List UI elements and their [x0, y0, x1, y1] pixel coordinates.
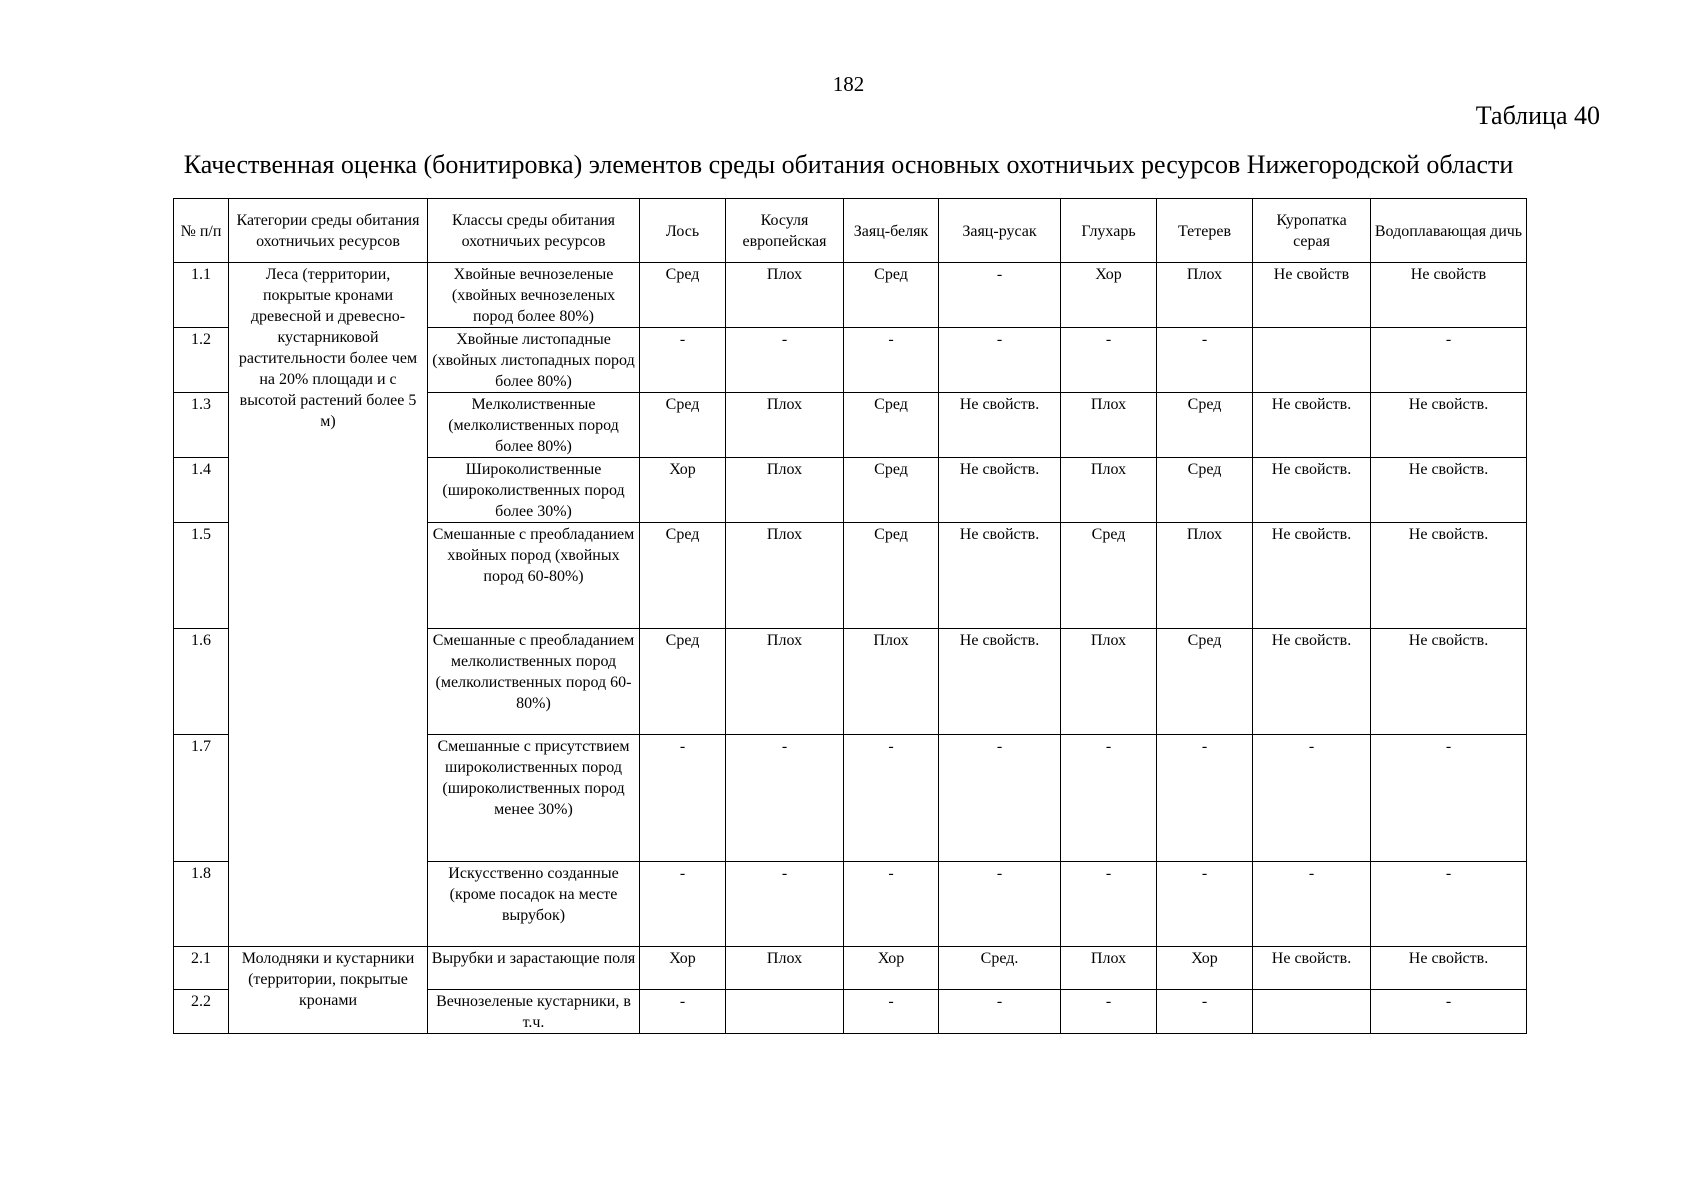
value-cell: Сред — [844, 393, 939, 458]
value-cell: - — [939, 263, 1061, 328]
value-cell: - — [1157, 990, 1253, 1034]
row-number: 1.7 — [174, 735, 229, 862]
header-cell: Тетерев — [1157, 199, 1253, 263]
value-cell: Не свойств. — [1371, 523, 1527, 629]
value-cell: Хор — [640, 947, 726, 990]
value-cell: - — [1253, 735, 1371, 862]
class-cell: Искусственно созданные (кроме посадок на месте вырубок) — [428, 862, 640, 947]
value-cell: - — [1157, 735, 1253, 862]
value-cell: - — [939, 328, 1061, 393]
row-number: 2.2 — [174, 990, 229, 1034]
value-cell: Сред — [1157, 393, 1253, 458]
value-cell: Сред — [640, 629, 726, 735]
value-cell: Хор — [1157, 947, 1253, 990]
value-cell: - — [1157, 862, 1253, 947]
value-cell: Сред — [844, 458, 939, 523]
row-number: 1.2 — [174, 328, 229, 393]
bonitet-table — [173, 198, 1527, 1034]
value-cell: Плох — [844, 629, 939, 735]
value-cell: - — [1061, 990, 1157, 1034]
value-cell: Плох — [726, 629, 844, 735]
value-cell: - — [640, 862, 726, 947]
row-number: 1.4 — [174, 458, 229, 523]
value-cell: Плох — [726, 393, 844, 458]
value-cell: Хор — [844, 947, 939, 990]
value-cell: - — [939, 862, 1061, 947]
row-number: 1.6 — [174, 629, 229, 735]
value-cell: - — [844, 328, 939, 393]
value-cell: Сред — [1157, 629, 1253, 735]
header-cell: Косуля европейская — [726, 199, 844, 263]
header-cell: Заяц-беляк — [844, 199, 939, 263]
header-cell: Водоплавающая дичь — [1371, 199, 1527, 263]
value-cell: Не свойств. — [1253, 393, 1371, 458]
header-row — [174, 199, 1527, 263]
row-number: 1.3 — [174, 393, 229, 458]
header-cell: Заяц-русак — [939, 199, 1061, 263]
class-cell: Широколиственные (широколиственных пород более 30%) — [428, 458, 640, 523]
value-cell: Сред — [844, 263, 939, 328]
value-cell: Не свойств. — [1253, 947, 1371, 990]
value-cell: Не свойств. — [1371, 947, 1527, 990]
value-cell: - — [1253, 862, 1371, 947]
value-cell: - — [640, 328, 726, 393]
value-cell: Сред — [1061, 523, 1157, 629]
class-cell: Вырубки и зарастающие поля — [428, 947, 640, 990]
header-cell: Куропатка серая — [1253, 199, 1371, 263]
value-cell: Плох — [1157, 523, 1253, 629]
value-cell: Не свойств. — [939, 458, 1061, 523]
value-cell: - — [640, 990, 726, 1034]
class-cell: Смешанные с преобладанием мелколиственных пород (мелколиственных пород 60-80%) — [428, 629, 640, 735]
value-cell: Плох — [1061, 629, 1157, 735]
value-cell: - — [1371, 735, 1527, 862]
value-cell: - — [1371, 862, 1527, 947]
value-cell: - — [1061, 862, 1157, 947]
class-cell: Смешанные с присутствием широколиственных пород (широколиственных пород менее 30%) — [428, 735, 640, 862]
table-label: Таблица 40 — [1475, 101, 1600, 130]
value-cell: - — [844, 862, 939, 947]
value-cell: Не свойств. — [939, 523, 1061, 629]
class-cell: Смешанные с преобладанием хвойных пород (хвойных пород 60-80%) — [428, 523, 640, 629]
value-cell: Сред — [640, 263, 726, 328]
value-cell: - — [844, 735, 939, 862]
value-cell: Сред — [1157, 458, 1253, 523]
header-cell: Категории среды обитания охотничьих ресурсов — [229, 199, 428, 263]
value-cell — [726, 990, 844, 1034]
category-cell: Леса (территории, покрытые кронами древесной и древесно-кустарниковой растительности более чем на 20% площади и с высотой растений более 5 м) — [229, 263, 428, 947]
value-cell: Плох — [1157, 263, 1253, 328]
value-cell: Хор — [1061, 263, 1157, 328]
value-cell: Не свойств — [1371, 263, 1527, 328]
header-cell: Классы среды обитания охотничьих ресурсов — [428, 199, 640, 263]
value-cell: Сред — [640, 523, 726, 629]
value-cell: - — [939, 990, 1061, 1034]
value-cell: Не свойств. — [1253, 458, 1371, 523]
value-cell: - — [1061, 328, 1157, 393]
value-cell: - — [1371, 990, 1527, 1034]
value-cell: Не свойств. — [1253, 629, 1371, 735]
value-cell: Не свойств. — [1371, 629, 1527, 735]
category-cell: Молодняки и кустарники (территории, покрытые кронами — [229, 947, 428, 1034]
class-cell: Хвойные листопадные (хвойных листопадных пород более 80%) — [428, 328, 640, 393]
value-cell: - — [1371, 328, 1527, 393]
value-cell — [1253, 328, 1371, 393]
value-cell: Сред. — [939, 947, 1061, 990]
value-cell: Не свойств. — [1371, 458, 1527, 523]
value-cell: - — [640, 735, 726, 862]
value-cell: - — [726, 328, 844, 393]
value-cell: Сред — [640, 393, 726, 458]
value-cell: Плох — [726, 523, 844, 629]
table-row — [174, 263, 1527, 328]
value-cell: - — [939, 735, 1061, 862]
value-cell: Плох — [726, 947, 844, 990]
class-cell: Вечнозеленые кустарники, в т.ч. — [428, 990, 640, 1034]
value-cell: - — [726, 862, 844, 947]
class-cell: Хвойные вечнозеленые (хвойных вечнозеленых пород более 80%) — [428, 263, 640, 328]
class-cell: Мелколиственные (мелколиственных пород более 80%) — [428, 393, 640, 458]
value-cell: Хор — [640, 458, 726, 523]
value-cell: Не свойств. — [939, 393, 1061, 458]
value-cell — [1253, 990, 1371, 1034]
value-cell: Не свойств. — [1253, 523, 1371, 629]
header-cell: Лось — [640, 199, 726, 263]
table-row — [174, 947, 1527, 990]
row-number: 1.8 — [174, 862, 229, 947]
value-cell: - — [844, 990, 939, 1034]
document-title: Качественная оценка (бонитировка) элементов среды обитания основных охотничьих ресурсов Нижегородской области — [183, 150, 1514, 179]
value-cell: Плох — [726, 263, 844, 328]
row-number: 1.5 — [174, 523, 229, 629]
value-cell: Плох — [1061, 947, 1157, 990]
value-cell: Плох — [1061, 458, 1157, 523]
row-number: 1.1 — [174, 263, 229, 328]
page-number: 182 — [832, 72, 865, 96]
header-cell: Глухарь — [1061, 199, 1157, 263]
value-cell: Не свойств — [1253, 263, 1371, 328]
value-cell: Не свойств. — [1371, 393, 1527, 458]
value-cell: - — [1061, 735, 1157, 862]
row-number: 2.1 — [174, 947, 229, 990]
value-cell: - — [726, 735, 844, 862]
value-cell: Плох — [726, 458, 844, 523]
value-cell: Не свойств. — [939, 629, 1061, 735]
value-cell: Плох — [1061, 393, 1157, 458]
value-cell: - — [1157, 328, 1253, 393]
value-cell: Сред — [844, 523, 939, 629]
header-cell: № п/п — [174, 199, 229, 263]
